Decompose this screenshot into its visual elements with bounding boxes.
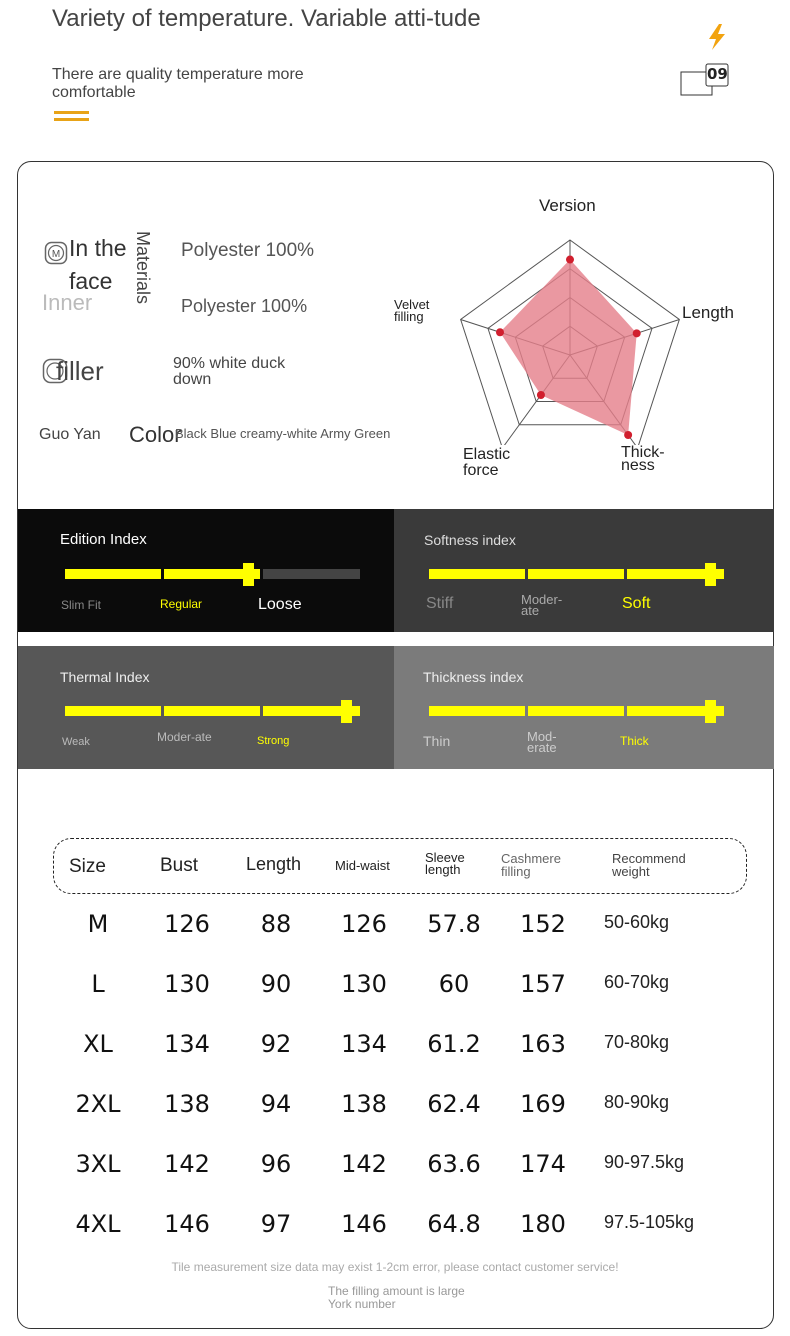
size-table-header [53,838,747,894]
filling-note: The filling amount is large York number [328,1284,465,1311]
index-label-selected: Soft [622,595,651,612]
radar-axis-velvet: Velvet filling [394,297,430,324]
lightning-icon [704,22,730,52]
radar-point [566,256,574,264]
index-label-selected: Thick [620,734,649,748]
header-size: Size [69,856,106,877]
table-row [0,1150,790,1190]
cell-bust: 138 [164,1090,210,1118]
cell-size: 4XL [75,1210,121,1238]
panel-title: Softness index [424,532,516,548]
thermal-index-panel [18,646,394,769]
cell-sleeve-length: 61.2 [427,1030,481,1058]
radar-point [496,328,504,336]
cell-size: L [91,970,105,998]
index-label: Stiff [426,595,454,612]
cell-recommend-weight: 70-80kg [604,1032,670,1052]
page-subtitle: There are quality temperature more comfortable [52,66,304,101]
table-row [0,910,790,950]
table-row [0,970,790,1010]
cell-sleeve-length: 60 [438,970,470,998]
cell-length: 90 [260,970,292,998]
cell-mid-waist: 138 [341,1090,387,1118]
cell-cashmere-filling: 174 [520,1150,566,1178]
cell-recommend-weight: 90-97.5kg [604,1152,685,1172]
table-row [0,1030,790,1070]
face-label: In the face [69,235,127,294]
radar-axis-version: Version [539,196,596,215]
index-label: Loose [258,596,302,613]
colors-value: Black Blue creamy-white Army Green [175,426,391,441]
brand-name: Guo Yan [39,426,101,443]
panel-title: Thickness index [423,669,524,685]
cell-mid-waist: 142 [341,1150,387,1178]
cell-length: 92 [260,1030,292,1058]
radar-point [537,391,545,399]
header-sleeve-length: Sleeve length [425,850,465,877]
cell-length: 97 [260,1210,292,1238]
radar-axis-thickness: Thick-ness [621,444,665,474]
filler-value: 90% white duck down [173,355,286,388]
header-recommend-weight: Recommend weight [612,851,686,879]
thickness-index-panel [394,646,774,769]
cell-sleeve-length: 62.4 [427,1090,481,1118]
header-cashmere-filling: Cashmere filling [501,851,561,879]
panel-title: Thermal Index [60,669,150,685]
svg-text:M: M [51,249,61,260]
cell-recommend-weight: 60-70kg [604,972,670,992]
softness-index-knob [705,563,716,586]
thermal-index-track [65,706,360,716]
cell-recommend-weight: 50-60kg [604,912,670,932]
index-label: Slim Fit [61,598,101,612]
materials-label: Materials [133,231,153,305]
radar-axis-length: Length [682,303,734,322]
edition-index-track [65,569,360,579]
table-row [0,1090,790,1130]
accent-bar [54,118,89,121]
color-label: Color [129,422,182,447]
cell-recommend-weight: 80-90kg [604,1092,670,1112]
header-bust: Bust [160,855,199,876]
cell-bust: 134 [164,1030,210,1058]
cell-cashmere-filling: 169 [520,1090,566,1118]
cell-bust: 130 [164,970,210,998]
inner-fabric: Polyester 100% [181,296,308,316]
cell-size: XL [83,1030,113,1058]
index-label: Thin [423,733,451,749]
badge-number: 09 [707,65,728,83]
cell-sleeve-length: 64.8 [427,1210,481,1238]
cell-bust: 146 [164,1210,210,1238]
cell-mid-waist: 130 [341,970,387,998]
cell-size: M [87,910,109,938]
cell-cashmere-filling: 163 [520,1030,566,1058]
inner-ghost-label: Inner [42,290,93,315]
cell-cashmere-filling: 180 [520,1210,566,1238]
cell-bust: 142 [164,1150,210,1178]
index-label: Mod-erate [527,729,557,755]
header-mid-waist: Mid-waist [335,858,390,873]
radar-chart [450,230,690,445]
cell-bust: 126 [164,910,210,938]
softness-index-track [429,569,724,579]
index-label-selected: Regular [160,597,203,611]
page-title: Variety of temperature. Variable atti-tude [52,5,481,32]
cell-length: 88 [260,910,292,938]
materials-vertical-label [129,231,155,323]
radar-point [633,329,641,337]
cell-size: 3XL [75,1150,121,1178]
thermal-index-knob [341,700,352,723]
cell-sleeve-length: 63.6 [427,1150,481,1178]
cell-length: 96 [260,1150,292,1178]
cell-cashmere-filling: 152 [520,910,566,938]
cell-mid-waist: 134 [341,1030,387,1058]
radar-point [624,431,632,439]
cell-cashmere-filling: 157 [520,970,566,998]
index-label: Moder-ate [157,730,212,744]
cell-sleeve-length: 57.8 [427,910,481,938]
panel-title: Edition Index [60,531,147,548]
index-label-selected: Strong [257,735,290,747]
accent-bar [54,111,89,114]
radar-value-area [500,260,637,435]
face-fabric: Polyester 100% [181,240,315,261]
edition-index-panel [18,509,394,632]
table-row [0,1210,790,1250]
cell-mid-waist: 126 [341,910,387,938]
badge-icon [680,63,730,97]
thickness-index-track [429,706,724,716]
thickness-index-knob [705,700,716,723]
header-length: Length [246,854,302,874]
cell-size: 2XL [75,1090,121,1118]
fabric-m-icon [44,241,68,265]
index-label: Moder-ate [521,592,563,618]
softness-index-panel [394,509,774,632]
cell-length: 94 [260,1090,292,1118]
cell-mid-waist: 146 [341,1210,387,1238]
radar-axis-elastic: Elastic force [463,446,511,479]
edition-index-knob [243,563,254,586]
index-label: Weak [62,736,90,748]
measurement-note: Tile measurement size data may exist 1-2cm error, please contact customer service! [171,1260,619,1274]
cell-recommend-weight: 97.5-105kg [604,1212,695,1232]
filler-label: filler [56,356,104,386]
